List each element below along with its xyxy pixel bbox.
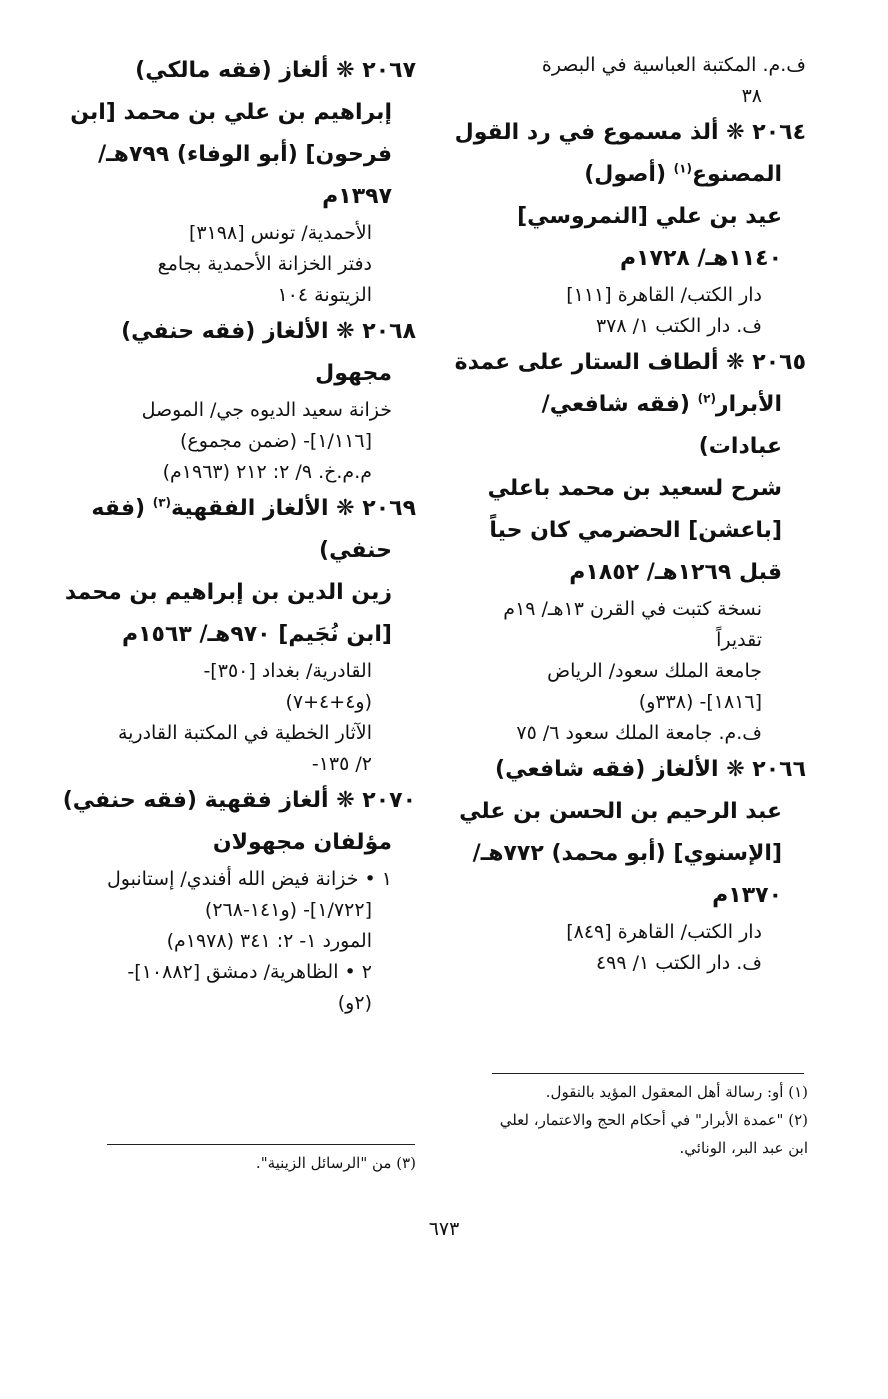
entry-source [80, 457, 418, 488]
line-text: ف. دار الكتب ١/ ٤٩٩ [595, 952, 762, 974]
line-text: ٢٠٦٦ ❋ الألغاز (فقه شافعي) [495, 757, 806, 782]
entry-heading [468, 154, 808, 196]
line-text: ف. دار الكتب ١/ ٣٧٨ [595, 315, 762, 337]
line-text: ٣٨ [741, 85, 762, 107]
line-text: تقديراً [716, 629, 762, 651]
footnote: ابن عبد البر، الونائي. [679, 1139, 808, 1157]
line-text: حنفي) [319, 538, 392, 563]
entry-source [468, 50, 808, 81]
entry-heading [454, 112, 808, 154]
line-text: ٢٠٦٨ ❋ الألغاز (فقه حنفي) [121, 319, 416, 344]
entry-source [80, 395, 418, 426]
entry-heading [80, 488, 418, 530]
entry-author [468, 510, 808, 552]
entry-source [80, 718, 418, 749]
line-text: شرح لسعيد بن محمد باعلي [487, 476, 782, 501]
line-text: ٢٠٧٠ ❋ ألغاز فقهية (فقه حنفي) [62, 788, 416, 813]
line-text: [١٨١٦]- (٣٣٨و) [638, 691, 762, 713]
entry-author [468, 875, 808, 917]
line-text: ١١٤٠هـ/ ١٧٢٨م [619, 246, 782, 271]
footnotes-left [230, 1149, 416, 1177]
entry-source [80, 656, 418, 687]
entry-author [70, 92, 418, 134]
footnote: (٣) من "الرسائل الزينية". [255, 1154, 416, 1172]
line-text: زين الدين بن إبراهيم بن محمد [64, 580, 392, 605]
entry-source [468, 718, 808, 749]
entry-source [80, 218, 418, 249]
entry-source [468, 280, 808, 311]
entry-source [468, 625, 808, 656]
line-text: ٢٠٦٩ ❋ الألغاز الفقهية [171, 496, 416, 521]
subject-label: (أصول) [584, 162, 674, 187]
entry-source [80, 749, 418, 780]
entry-author [468, 238, 808, 280]
line-text: فرحون] (أبو الوفاء) ٧٩٩هـ/ [98, 142, 392, 167]
line-text: نسخة كتبت في القرن ١٣هـ/ ١٩م [503, 598, 762, 620]
line-text: مؤلفان مجهولان [212, 830, 392, 855]
entry-source [80, 687, 418, 718]
entry-author [64, 572, 418, 614]
line-text: [الإسنوي] (أبو محمد) ٧٧٢هـ/ [472, 841, 782, 866]
subject-label: (فقه شافعي/ [541, 392, 698, 417]
line-text: [١/١١٦]- (ضمن مجموع) [180, 430, 372, 452]
line-text: دار الكتب/ القاهرة [١١١] [566, 284, 762, 306]
line-text: ١ • خزانة فيض الله أفندي/ إستانبول [107, 868, 392, 890]
entry-source [468, 917, 808, 948]
entry-heading [468, 384, 808, 426]
line-text: الآثار الخطية في المكتبة القادرية [117, 722, 372, 744]
page-number: ٦٧٣ [428, 1218, 460, 1240]
entry-source [80, 426, 418, 457]
line-text: عبد الرحيم بن الحسن بن علي [459, 799, 782, 824]
line-text: ١٣٧٠م [712, 883, 782, 908]
line-text: خزانة سعيد الديوه جي/ الموصل [141, 399, 392, 421]
entry-source [80, 280, 418, 311]
entry-author [468, 552, 808, 594]
entry-author [80, 614, 418, 656]
entry-source [468, 81, 808, 112]
line-text: دار الكتب/ القاهرة [٨٤٩] [566, 921, 762, 943]
entry-author [80, 134, 418, 176]
entry-author [459, 791, 808, 833]
entry-source [468, 687, 808, 718]
line-text: ٢٠٦٤ ❋ ألذ مسموع في رد القول [454, 120, 806, 145]
footnote: (٢) "عمدة الأبرار" في أحكام الحج والاعتمار، لعلي [499, 1111, 808, 1129]
entry-source [80, 957, 418, 988]
footnote-separator [107, 1144, 415, 1145]
line-text: م.م.خ. ٩/ ٢: ٢١٢ (١٩٦٣م) [162, 461, 372, 483]
line-text: (٢و) [337, 992, 372, 1014]
entry-heading [468, 426, 808, 468]
entry-source [80, 895, 418, 926]
entry-source [80, 926, 418, 957]
subject-label: (فقه [91, 496, 153, 521]
footnotes-right [470, 1078, 808, 1162]
line-text: (و٤+٤+٧) [285, 691, 372, 713]
line-text: الأبرار [715, 392, 782, 417]
entry-source [468, 948, 808, 979]
footnote: (١) أو: رسالة أهل المعقول المؤيد بالنقول. [545, 1083, 808, 1101]
entry-source [80, 864, 418, 895]
entry-source [468, 594, 808, 625]
line-text: ٢ • الظاهرية/ دمشق [١٠٨٨٢]- [127, 961, 372, 983]
entry-source [468, 311, 808, 342]
line-text: إبراهيم بن علي بن محمد [ابن [70, 100, 392, 125]
line-text: عيد بن علي [النمروسي] [517, 204, 782, 229]
entry-author [468, 833, 808, 875]
line-text: عبادات) [698, 434, 782, 459]
line-text: المصنوع [691, 162, 782, 187]
entry-heading [454, 342, 808, 384]
entry-source [80, 988, 418, 1019]
line-text: ف.م. المكتبة العباسية في البصرة [541, 54, 806, 76]
line-text: [باعشن] الحضرمي كان حياً [489, 518, 782, 543]
line-text: ٢/ ١٣٥- [311, 753, 372, 775]
entry-author [468, 468, 808, 510]
line-text: جامعة الملك سعود/ الرياض [547, 660, 762, 682]
line-text: دفتر الخزانة الأحمدية بجامع [157, 253, 372, 275]
line-text: قبل ١٢٦٩هـ/ ١٨٥٢م [569, 560, 782, 585]
entry-heading [80, 311, 418, 353]
entry-author [468, 196, 808, 238]
entry-author [80, 822, 418, 864]
entry-source [468, 656, 808, 687]
entry-heading [62, 780, 418, 822]
line-text: الأحمدية/ تونس [٣١٩٨] [188, 222, 372, 244]
entry-heading [80, 530, 418, 572]
line-text: ٢٠٦٥ ❋ ألطاف الستار على عمدة [454, 350, 806, 375]
line-text: القادرية/ بغداد [٣٥٠]- [203, 660, 372, 682]
line-text: المورد ١- ٢: ٣٤١ (١٩٧٨م) [166, 930, 372, 952]
footnote-marker: (١) [673, 161, 692, 176]
entry-heading [468, 749, 808, 791]
line-text: ١٣٩٧م [322, 184, 392, 209]
right-column [454, 50, 808, 979]
entry-author [80, 176, 418, 218]
line-text: مجهول [315, 361, 392, 386]
footnote-separator [492, 1073, 804, 1074]
entry-source [80, 249, 418, 280]
line-text: ف.م. جامعة الملك سعود ٦/ ٧٥ [516, 722, 762, 744]
left-column [62, 50, 418, 1019]
line-text: [١/٧٢٢]- (و١٤١-٢٦٨) [204, 899, 372, 921]
line-text: الزيتونة ١٠٤ [277, 284, 372, 306]
line-text: [ابن نُجَيم] ٩٧٠هـ/ ١٥٦٣م [122, 622, 392, 647]
footnote-marker: (٣) [152, 495, 172, 510]
entry-author [80, 353, 418, 395]
entry-heading [80, 50, 418, 92]
line-text: ٢٠٦٧ ❋ ألغاز (فقه مالكي) [135, 58, 416, 83]
footnote-marker: (٢) [697, 391, 716, 406]
